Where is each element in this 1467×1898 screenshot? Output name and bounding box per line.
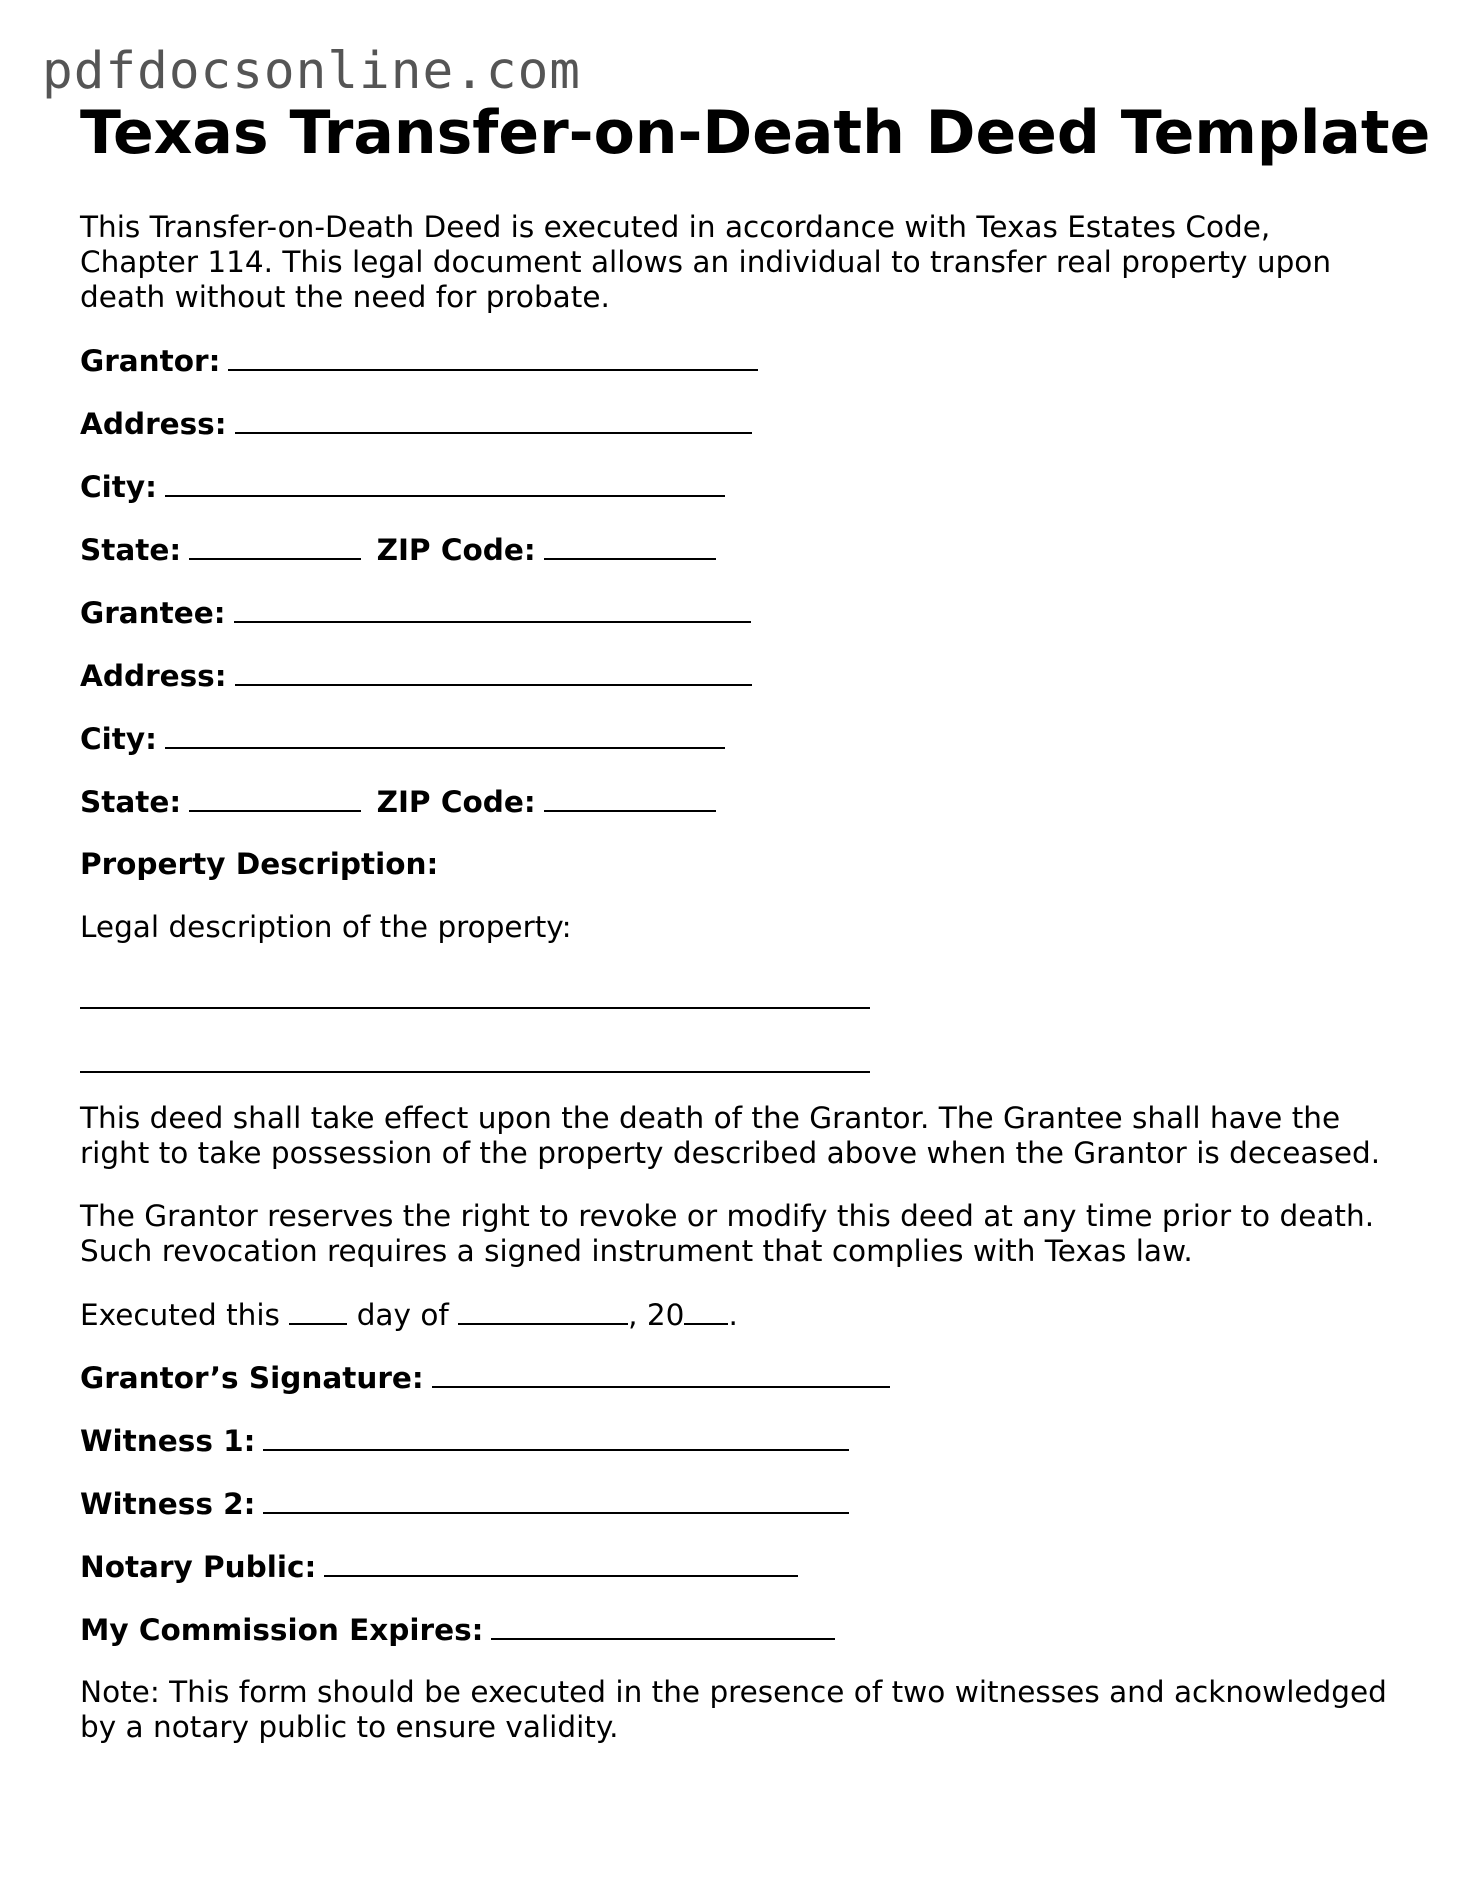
grantor-address-label: Address: (80, 407, 227, 441)
grantor-city-field (80, 469, 1390, 504)
witness1-label: Witness 1: (80, 1424, 256, 1458)
commission-field (80, 1612, 1390, 1647)
witness2-field (80, 1486, 1390, 1521)
watermark-text: pdfdocsonline.com (42, 42, 581, 101)
grantor-state-zip-field (80, 532, 1390, 567)
grantee-name-label: Grantee: (80, 596, 226, 630)
grantee-zip-label: ZIP Code: (376, 785, 536, 819)
grantor-state-label: State: (80, 533, 182, 567)
witness2-line[interactable] (263, 1486, 849, 1514)
grantor-zip-line[interactable] (544, 532, 716, 560)
commission-line[interactable] (491, 1612, 835, 1640)
intro-paragraph: This Transfer-on-Death Deed is executed in accordance with Texas Estates Code, Chapter 114. This legal document allows an individual to transfer real property upon death without the need for probate. (80, 210, 1332, 314)
grantor-state-line[interactable] (189, 532, 361, 560)
execution-day-blank[interactable] (289, 1297, 347, 1325)
grantor-zip-label: ZIP Code: (376, 533, 536, 567)
grantor-address-field (80, 406, 1390, 441)
execution-day-of: day of (356, 1298, 449, 1332)
note-paragraph: Note: This form should be executed in the presence of two witnesses and acknowledged by a notary public to ensure validity. (80, 1675, 1387, 1744)
grantor-signature-field (80, 1360, 1390, 1395)
execution-year-prefix: , 20 (628, 1298, 685, 1332)
legal-description-line-2[interactable] (80, 1037, 870, 1073)
property-description-heading: Property Description: (80, 847, 439, 881)
grantee-state-label: State: (80, 785, 182, 819)
document-title: Texas Transfer-on-Death Deed Template (80, 98, 1431, 168)
grantee-state-zip-field (80, 784, 1390, 819)
grantor-city-label: City: (80, 470, 157, 504)
commission-label: My Commission Expires: (80, 1613, 484, 1647)
grantee-address-line[interactable] (235, 658, 752, 686)
execution-month-blank[interactable] (458, 1297, 628, 1325)
grantee-name-line[interactable] (234, 595, 751, 623)
legal-description-line-1[interactable] (80, 973, 870, 1009)
execution-year-blank[interactable] (684, 1297, 728, 1325)
grantee-address-label: Address: (80, 659, 227, 693)
witness1-field (80, 1423, 1390, 1458)
execution-prefix: Executed this (80, 1298, 280, 1332)
witness1-line[interactable] (263, 1423, 849, 1451)
grantor-city-line[interactable] (165, 469, 725, 497)
witness2-label: Witness 2: (80, 1487, 256, 1521)
legal-description-label: Legal description of the property: (80, 910, 572, 944)
grantee-state-line[interactable] (189, 784, 361, 812)
notary-field (80, 1549, 1390, 1584)
grantee-name-field (80, 595, 1390, 630)
grantee-zip-line[interactable] (544, 784, 716, 812)
notary-line[interactable] (324, 1549, 798, 1577)
document-body (80, 210, 1390, 1745)
grantor-signature-line[interactable] (432, 1360, 890, 1388)
execution-suffix: . (728, 1298, 738, 1332)
revocation-paragraph: The Grantor reserves the right to revoke or modify this deed at any time prior to death. Such revocation requires a signed instrument that complies with Texas law. (80, 1199, 1375, 1268)
grantor-name-label: Grantor: (80, 344, 221, 378)
notary-label: Notary Public: (80, 1550, 317, 1584)
grantor-address-line[interactable] (235, 406, 752, 434)
grantor-name-line[interactable] (228, 343, 758, 371)
grantee-city-field (80, 721, 1390, 756)
grantor-name-field (80, 343, 1390, 378)
execution-line (80, 1297, 1390, 1332)
grantee-city-label: City: (80, 722, 157, 756)
effect-paragraph: This deed shall take effect upon the death of the Grantor. The Grantee shall have the right to take possession of the property described above when the Grantor is deceased. (80, 1101, 1381, 1170)
grantee-address-field (80, 658, 1390, 693)
grantee-city-line[interactable] (165, 721, 725, 749)
grantor-signature-label: Grantor’s Signature: (80, 1361, 424, 1395)
